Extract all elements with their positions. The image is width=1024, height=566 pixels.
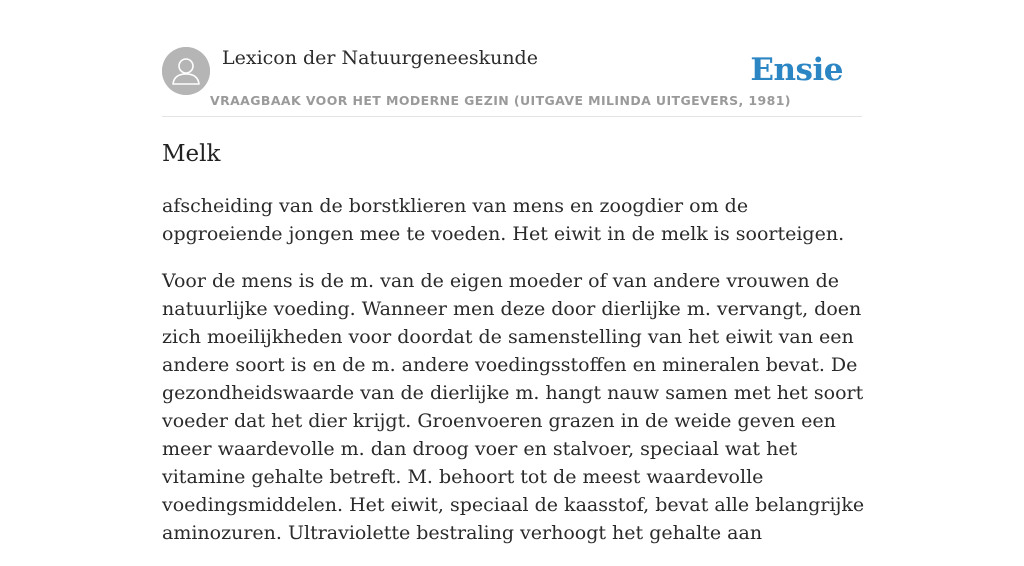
entry-paragraph: Voor de mens is de m. van de eigen moeder of van andere vrouwen de natuurlijke voeding. Wanneer men deze door dierlijke m. vervangt, doen zich moeilijkheden voor doordat de samenstelling van het eiwit van een andere soort is en de m. andere voedingsstoffen en mineralen bevat. De gezondheidswaarde van de dierlijke m. hangt nauw samen met het soort voeder dat het dier krijgt. Groenvoeren grazen in de weide geven een meer waardevolle m. dan droog voer en stalvoer, speciaal wat het vitamine gehalte betreft. M. behoort tot de meest waardevolle voedingsmiddelen. Het eiwit, speciaal de kaasstof, bevat alle belangrijke aminozuren. Ultraviolette bestraling verhoogt het gehalte aan xyxy=(162,270,865,544)
entry-body xyxy=(162,192,868,566)
source-title[interactable]: Lexicon der Natuurgeneeskunde xyxy=(222,47,538,69)
source-subtitle: VRAAGBAAK VOOR HET MODERNE GEZIN (UITGAVE MILINDA UITGEVERS, 1981) xyxy=(210,93,791,108)
user-silhouette-icon xyxy=(162,47,210,95)
source-header xyxy=(162,46,862,117)
brand-logo[interactable]: Ensie xyxy=(750,52,843,88)
entry-paragraph: afscheiding van de borstklieren van mens en zoogdier om de opgroeiende jongen mee te voeden. Het eiwit in de melk is soorteigen. xyxy=(162,195,845,245)
source-avatar[interactable] xyxy=(162,47,210,95)
entry-title: Melk xyxy=(162,141,221,167)
